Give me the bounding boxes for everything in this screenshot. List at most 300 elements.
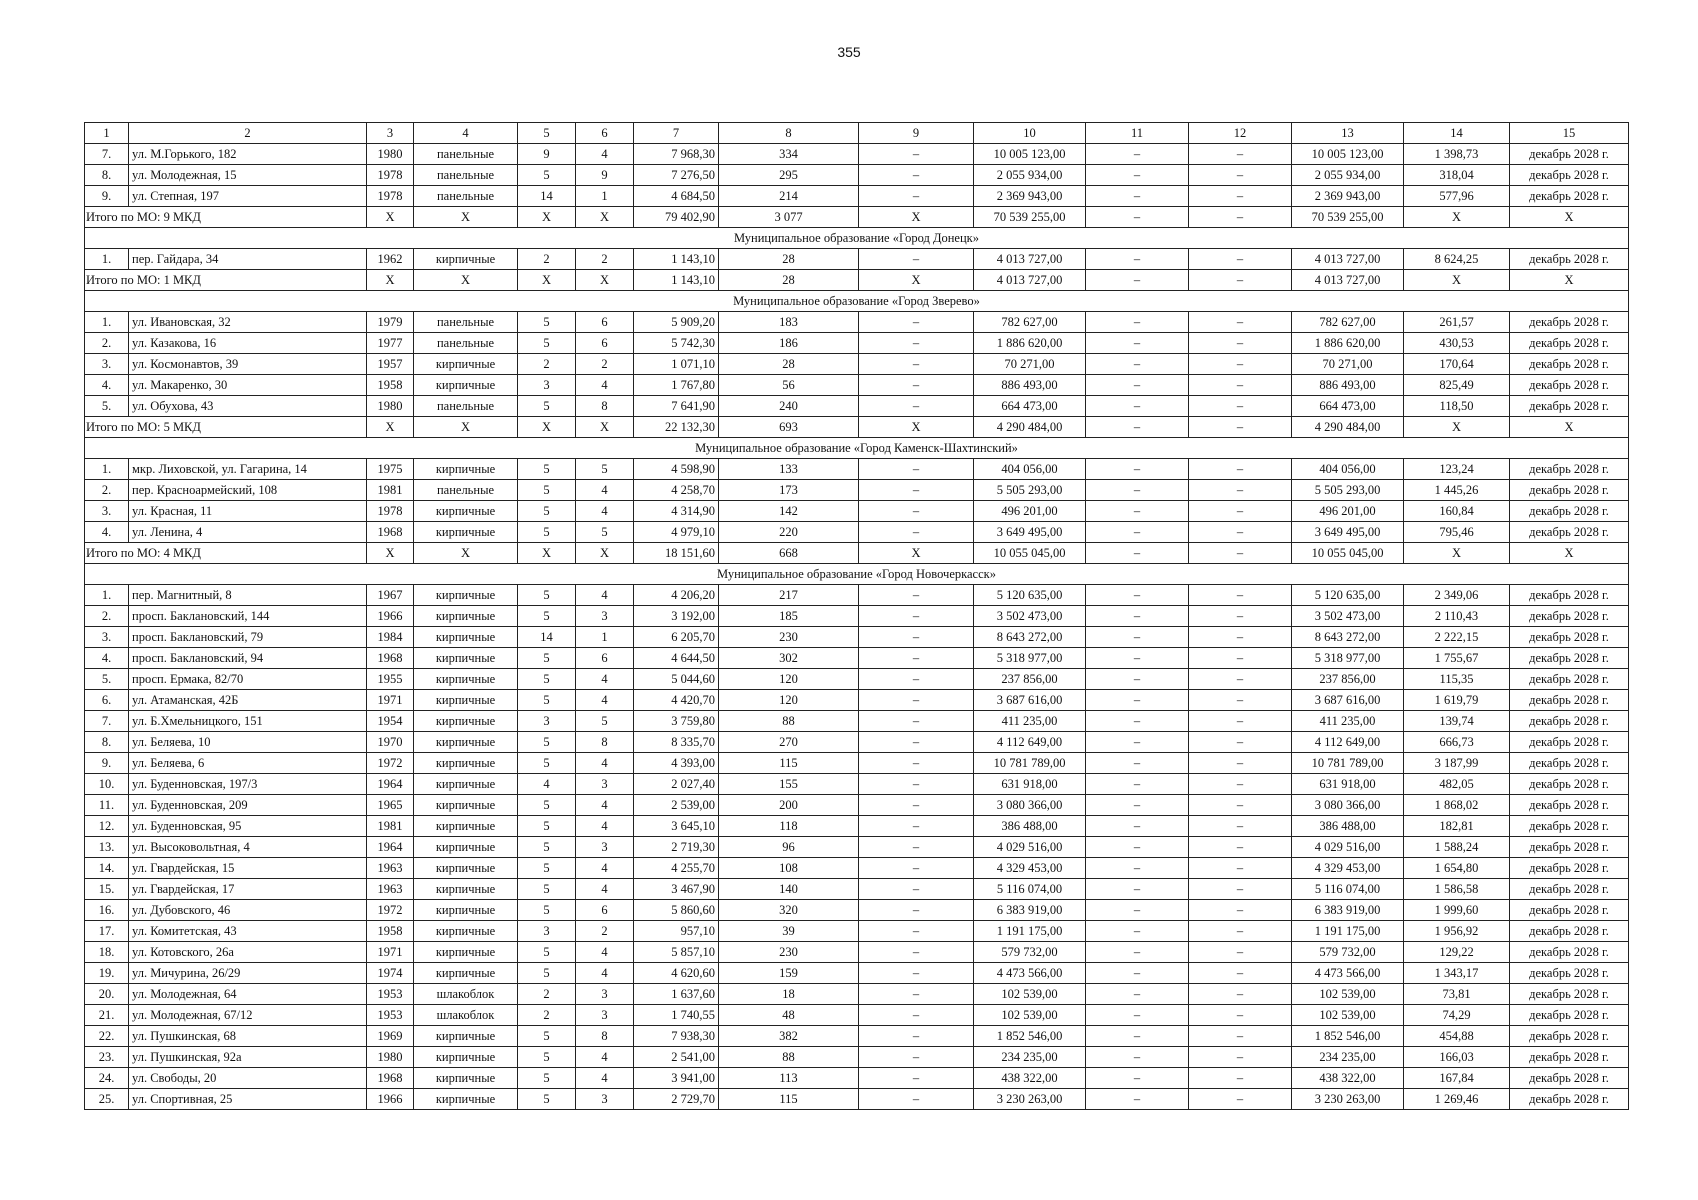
table-cell: 1953: [367, 1005, 414, 1026]
column-header: 8: [719, 123, 859, 144]
total-cell: Х: [1404, 417, 1510, 438]
table-cell: 10 005 123,00: [1292, 144, 1404, 165]
table-cell: –: [859, 1047, 974, 1068]
table-cell: 3: [518, 921, 576, 942]
table-cell: 7 641,90: [634, 396, 719, 417]
table-cell: –: [1189, 627, 1292, 648]
table-cell: 96: [719, 837, 859, 858]
table-cell: 5: [518, 396, 576, 417]
row-number: 6.: [85, 690, 129, 711]
table-row: [85, 816, 1629, 837]
table-cell: 4: [576, 585, 634, 606]
table-row: [85, 165, 1629, 186]
total-cell: 4 013 727,00: [974, 270, 1086, 291]
table-cell: –: [859, 165, 974, 186]
table-cell: 7 968,30: [634, 144, 719, 165]
total-label: Итого по МО: 1 МКД: [85, 270, 367, 291]
table-row: [85, 1068, 1629, 1089]
table-cell: 8 643 272,00: [974, 627, 1086, 648]
table-row: [85, 837, 1629, 858]
total-cell: 4 013 727,00: [1292, 270, 1404, 291]
total-cell: Х: [576, 270, 634, 291]
table-cell: –: [1086, 312, 1189, 333]
table-cell: –: [1086, 732, 1189, 753]
table-cell: 5: [518, 333, 576, 354]
table-cell: 7 276,50: [634, 165, 719, 186]
table-row: [85, 774, 1629, 795]
table-cell: кирпичные: [414, 627, 518, 648]
table-cell: –: [1189, 375, 1292, 396]
table-cell: кирпичные: [414, 501, 518, 522]
table-cell: –: [1189, 396, 1292, 417]
total-cell: 79 402,90: [634, 207, 719, 228]
total-cell: Х: [367, 417, 414, 438]
table-cell: –: [859, 1068, 974, 1089]
table-cell: 4 420,70: [634, 690, 719, 711]
table-cell: 8: [576, 1026, 634, 1047]
address-cell: ул. Гвардейская, 17: [129, 879, 367, 900]
table-cell: кирпичные: [414, 858, 518, 879]
table-row: [85, 1005, 1629, 1026]
table-cell: –: [1086, 942, 1189, 963]
table-cell: декабрь 2028 г.: [1510, 900, 1629, 921]
column-header: 4: [414, 123, 518, 144]
table-cell: 5: [518, 1047, 576, 1068]
table-cell: 386 488,00: [974, 816, 1086, 837]
table-cell: –: [859, 459, 974, 480]
row-number: 21.: [85, 1005, 129, 1026]
table-row: [85, 627, 1629, 648]
total-cell: Х: [576, 543, 634, 564]
table-cell: 3 502 473,00: [1292, 606, 1404, 627]
table-cell: 118,50: [1404, 396, 1510, 417]
table-cell: 4: [518, 774, 576, 795]
table-cell: 129,22: [1404, 942, 1510, 963]
address-cell: ул. М.Горького, 182: [129, 144, 367, 165]
table-cell: 1966: [367, 606, 414, 627]
table-cell: 411 235,00: [1292, 711, 1404, 732]
total-label: Итого по МО: 5 МКД: [85, 417, 367, 438]
table-cell: 4: [576, 1068, 634, 1089]
housing-repair-table: [84, 122, 1629, 1110]
table-cell: 2 541,00: [634, 1047, 719, 1068]
table-cell: –: [859, 858, 974, 879]
table-cell: декабрь 2028 г.: [1510, 459, 1629, 480]
table-cell: –: [1189, 669, 1292, 690]
table-cell: 496 201,00: [974, 501, 1086, 522]
row-number: 3.: [85, 354, 129, 375]
total-cell: –: [1086, 207, 1189, 228]
address-cell: пер. Магнитный, 8: [129, 585, 367, 606]
table-cell: 6 383 919,00: [974, 900, 1086, 921]
table-cell: кирпичные: [414, 1089, 518, 1110]
table-cell: декабрь 2028 г.: [1510, 1026, 1629, 1047]
table-cell: 230: [719, 942, 859, 963]
table-cell: 3: [576, 774, 634, 795]
table-cell: кирпичные: [414, 711, 518, 732]
address-cell: просп. Баклановский, 94: [129, 648, 367, 669]
table-row: [85, 900, 1629, 921]
table-cell: 3: [576, 984, 634, 1005]
table-cell: 4 473 566,00: [974, 963, 1086, 984]
table-cell: 1 886 620,00: [974, 333, 1086, 354]
table-cell: кирпичные: [414, 879, 518, 900]
total-cell: 28: [719, 270, 859, 291]
table-cell: 3 467,90: [634, 879, 719, 900]
table-cell: 2: [518, 249, 576, 270]
table-cell: кирпичные: [414, 753, 518, 774]
table-cell: 1967: [367, 585, 414, 606]
total-row: [85, 417, 1629, 438]
total-cell: 10 055 045,00: [974, 543, 1086, 564]
table-cell: 1 619,79: [1404, 690, 1510, 711]
table-cell: кирпичные: [414, 774, 518, 795]
table-cell: 5: [518, 753, 576, 774]
total-cell: –: [1189, 417, 1292, 438]
total-cell: 4 290 484,00: [974, 417, 1086, 438]
table-cell: декабрь 2028 г.: [1510, 606, 1629, 627]
table-cell: –: [1189, 1047, 1292, 1068]
address-cell: просп. Баклановский, 144: [129, 606, 367, 627]
table-cell: 4: [576, 480, 634, 501]
total-cell: Х: [859, 270, 974, 291]
total-cell: 22 132,30: [634, 417, 719, 438]
total-label: Итого по МО: 9 МКД: [85, 207, 367, 228]
table-cell: кирпичные: [414, 690, 518, 711]
table-cell: 4 013 727,00: [974, 249, 1086, 270]
table-cell: 825,49: [1404, 375, 1510, 396]
table-cell: 4: [576, 753, 634, 774]
table-cell: 5: [518, 732, 576, 753]
table-cell: 1 999,60: [1404, 900, 1510, 921]
total-cell: Х: [367, 207, 414, 228]
table-cell: 5: [518, 879, 576, 900]
table-cell: –: [1086, 858, 1189, 879]
table-cell: 5: [518, 1068, 576, 1089]
table-cell: 115,35: [1404, 669, 1510, 690]
table-cell: 220: [719, 522, 859, 543]
table-cell: 1 886 620,00: [1292, 333, 1404, 354]
table-cell: 1974: [367, 963, 414, 984]
total-cell: Х: [859, 417, 974, 438]
table-cell: декабрь 2028 г.: [1510, 480, 1629, 501]
table-cell: 115: [719, 753, 859, 774]
table-cell: 159: [719, 963, 859, 984]
table-cell: –: [1086, 1005, 1189, 1026]
table-cell: кирпичные: [414, 585, 518, 606]
table-cell: 1 071,10: [634, 354, 719, 375]
table-cell: 120: [719, 690, 859, 711]
table-cell: кирпичные: [414, 963, 518, 984]
table-cell: 957,10: [634, 921, 719, 942]
table-cell: 4: [576, 144, 634, 165]
total-cell: –: [1189, 543, 1292, 564]
table-cell: –: [1086, 1047, 1189, 1068]
table-cell: 5 116 074,00: [974, 879, 1086, 900]
table-cell: 4: [576, 942, 634, 963]
table-row: [85, 144, 1629, 165]
table-cell: 5: [518, 858, 576, 879]
municipality-title: Муниципальное образование «Город Зверево»: [85, 291, 1629, 312]
table-cell: –: [1086, 606, 1189, 627]
table-cell: –: [859, 732, 974, 753]
table-cell: 6: [576, 900, 634, 921]
row-number: 17.: [85, 921, 129, 942]
table-cell: кирпичные: [414, 606, 518, 627]
row-number: 24.: [85, 1068, 129, 1089]
table-cell: 4 013 727,00: [1292, 249, 1404, 270]
table-cell: кирпичные: [414, 375, 518, 396]
table-cell: 139,74: [1404, 711, 1510, 732]
section-header-row: [85, 564, 1629, 585]
table-cell: 8: [576, 732, 634, 753]
table-cell: –: [1189, 501, 1292, 522]
table-cell: –: [1086, 984, 1189, 1005]
table-cell: –: [1086, 837, 1189, 858]
table-cell: 4: [576, 501, 634, 522]
table-cell: –: [1086, 669, 1189, 690]
table-cell: 5: [518, 1026, 576, 1047]
total-cell: Х: [859, 207, 974, 228]
section-header-row: [85, 438, 1629, 459]
table-cell: 1 956,92: [1404, 921, 1510, 942]
table-cell: 1 767,80: [634, 375, 719, 396]
address-cell: ул. Высоковольтная, 4: [129, 837, 367, 858]
table-cell: –: [1189, 816, 1292, 837]
table-row: [85, 354, 1629, 375]
table-cell: 8 335,70: [634, 732, 719, 753]
table-cell: 3: [576, 837, 634, 858]
address-cell: ул. Макаренко, 30: [129, 375, 367, 396]
row-number: 2.: [85, 606, 129, 627]
table-cell: –: [1086, 753, 1189, 774]
table-cell: 430,53: [1404, 333, 1510, 354]
table-cell: панельные: [414, 480, 518, 501]
table-cell: 7 938,30: [634, 1026, 719, 1047]
table-cell: 4 473 566,00: [1292, 963, 1404, 984]
table-cell: 1 398,73: [1404, 144, 1510, 165]
table-cell: 6 205,70: [634, 627, 719, 648]
table-cell: 3 192,00: [634, 606, 719, 627]
table-cell: 320: [719, 900, 859, 921]
address-cell: ул. Молодежная, 15: [129, 165, 367, 186]
column-header: 6: [576, 123, 634, 144]
table-cell: 4: [576, 858, 634, 879]
table-cell: кирпичные: [414, 837, 518, 858]
table-cell: 2 719,30: [634, 837, 719, 858]
table-cell: 1971: [367, 942, 414, 963]
total-cell: Х: [367, 270, 414, 291]
total-cell: Х: [414, 207, 518, 228]
total-cell: Х: [1404, 270, 1510, 291]
table-cell: 2: [518, 1005, 576, 1026]
table-cell: 102 539,00: [1292, 1005, 1404, 1026]
table-cell: 234 235,00: [974, 1047, 1086, 1068]
address-cell: мкр. Лиховской, ул. Гагарина, 14: [129, 459, 367, 480]
table-cell: 6 383 919,00: [1292, 900, 1404, 921]
table-cell: кирпичные: [414, 522, 518, 543]
table-cell: 4 029 516,00: [1292, 837, 1404, 858]
table-cell: 5 044,60: [634, 669, 719, 690]
total-cell: Х: [1404, 543, 1510, 564]
table-cell: 3 230 263,00: [974, 1089, 1086, 1110]
table-cell: панельные: [414, 165, 518, 186]
table-cell: 2: [576, 354, 634, 375]
table-cell: декабрь 2028 г.: [1510, 816, 1629, 837]
row-number: 4.: [85, 375, 129, 396]
table-cell: 1963: [367, 858, 414, 879]
section-header-row: [85, 291, 1629, 312]
total-cell: 18 151,60: [634, 543, 719, 564]
section-header-row: [85, 228, 1629, 249]
table-row: [85, 1047, 1629, 1068]
row-number: 4.: [85, 648, 129, 669]
table-cell: 200: [719, 795, 859, 816]
table-cell: 2: [518, 354, 576, 375]
table-cell: –: [859, 963, 974, 984]
table-cell: –: [1086, 627, 1189, 648]
table-cell: кирпичные: [414, 1047, 518, 1068]
table-cell: 1977: [367, 333, 414, 354]
table-cell: –: [1189, 165, 1292, 186]
table-cell: 1: [576, 186, 634, 207]
table-cell: 782 627,00: [1292, 312, 1404, 333]
row-number: 8.: [85, 732, 129, 753]
municipality-title: Муниципальное образование «Город Новочеркасск»: [85, 564, 1629, 585]
address-cell: ул. Ленина, 4: [129, 522, 367, 543]
table-cell: 1955: [367, 669, 414, 690]
table-cell: –: [1189, 1005, 1292, 1026]
table-cell: декабрь 2028 г.: [1510, 1089, 1629, 1110]
table-cell: 3 230 263,00: [1292, 1089, 1404, 1110]
address-cell: ул. Беляева, 10: [129, 732, 367, 753]
table-cell: 3 649 495,00: [974, 522, 1086, 543]
table-cell: 302: [719, 648, 859, 669]
row-number: 2.: [85, 480, 129, 501]
table-cell: 3 080 366,00: [974, 795, 1086, 816]
table-cell: 2 110,43: [1404, 606, 1510, 627]
table-cell: декабрь 2028 г.: [1510, 1068, 1629, 1089]
table-cell: 4: [576, 795, 634, 816]
table-cell: 1 269,46: [1404, 1089, 1510, 1110]
table-cell: –: [859, 774, 974, 795]
table-cell: 4 644,50: [634, 648, 719, 669]
total-cell: 70 539 255,00: [1292, 207, 1404, 228]
table-cell: кирпичные: [414, 1026, 518, 1047]
table-cell: 382: [719, 1026, 859, 1047]
table-cell: 3: [576, 1005, 634, 1026]
table-cell: панельные: [414, 144, 518, 165]
table-cell: 3 759,80: [634, 711, 719, 732]
table-row: [85, 1089, 1629, 1110]
table-cell: 237 856,00: [1292, 669, 1404, 690]
table-cell: 1968: [367, 1068, 414, 1089]
table-cell: 186: [719, 333, 859, 354]
table-cell: 5: [576, 711, 634, 732]
table-cell: 10 005 123,00: [974, 144, 1086, 165]
row-number: 5.: [85, 669, 129, 690]
table-cell: 108: [719, 858, 859, 879]
address-cell: просп. Ермака, 82/70: [129, 669, 367, 690]
row-number: 16.: [85, 900, 129, 921]
table-cell: –: [1189, 333, 1292, 354]
total-cell: Х: [518, 207, 576, 228]
total-cell: Х: [859, 543, 974, 564]
table-cell: –: [1189, 585, 1292, 606]
table-cell: 318,04: [1404, 165, 1510, 186]
table-cell: декабрь 2028 г.: [1510, 942, 1629, 963]
table-cell: 631 918,00: [974, 774, 1086, 795]
table-cell: декабрь 2028 г.: [1510, 837, 1629, 858]
table-cell: –: [859, 1026, 974, 1047]
table-cell: 73,81: [1404, 984, 1510, 1005]
address-cell: ул. Буденновская, 209: [129, 795, 367, 816]
table-cell: 1963: [367, 879, 414, 900]
table-cell: –: [1189, 249, 1292, 270]
row-number: 18.: [85, 942, 129, 963]
total-cell: Х: [414, 543, 518, 564]
table-row: [85, 459, 1629, 480]
row-number: 14.: [85, 858, 129, 879]
table-cell: 1970: [367, 732, 414, 753]
table-cell: 113: [719, 1068, 859, 1089]
row-number: 9.: [85, 186, 129, 207]
table-cell: 133: [719, 459, 859, 480]
table-cell: –: [1189, 921, 1292, 942]
table-cell: кирпичные: [414, 354, 518, 375]
row-number: 22.: [85, 1026, 129, 1047]
table-cell: –: [859, 921, 974, 942]
table-cell: –: [859, 984, 974, 1005]
total-cell: –: [1189, 207, 1292, 228]
table-cell: кирпичные: [414, 669, 518, 690]
table-cell: 5: [576, 459, 634, 480]
table-cell: 5 120 635,00: [1292, 585, 1404, 606]
row-number: 23.: [85, 1047, 129, 1068]
table-cell: декабрь 2028 г.: [1510, 732, 1629, 753]
table-cell: кирпичные: [414, 921, 518, 942]
table-cell: 404 056,00: [974, 459, 1086, 480]
table-cell: –: [1189, 879, 1292, 900]
table-cell: –: [1189, 648, 1292, 669]
table-cell: –: [859, 669, 974, 690]
table-cell: –: [1086, 186, 1189, 207]
row-number: 7.: [85, 711, 129, 732]
table-cell: –: [1086, 585, 1189, 606]
table-cell: –: [1189, 606, 1292, 627]
table-cell: 155: [719, 774, 859, 795]
table-cell: –: [859, 648, 974, 669]
table-cell: –: [1086, 816, 1189, 837]
table-cell: 4 255,70: [634, 858, 719, 879]
municipality-title: Муниципальное образование «Город Каменск-Шахтинский»: [85, 438, 1629, 459]
table-cell: 2 222,15: [1404, 627, 1510, 648]
table-row: [85, 375, 1629, 396]
table-row: [85, 1026, 1629, 1047]
table-cell: 4 620,60: [634, 963, 719, 984]
table-cell: –: [1086, 900, 1189, 921]
table-cell: –: [859, 753, 974, 774]
table-cell: 123,24: [1404, 459, 1510, 480]
table-cell: декабрь 2028 г.: [1510, 396, 1629, 417]
table-cell: –: [1086, 1026, 1189, 1047]
table-cell: 1978: [367, 165, 414, 186]
table-cell: 1954: [367, 711, 414, 732]
total-cell: 668: [719, 543, 859, 564]
table-cell: –: [859, 627, 974, 648]
table-cell: декабрь 2028 г.: [1510, 375, 1629, 396]
column-header: 7: [634, 123, 719, 144]
